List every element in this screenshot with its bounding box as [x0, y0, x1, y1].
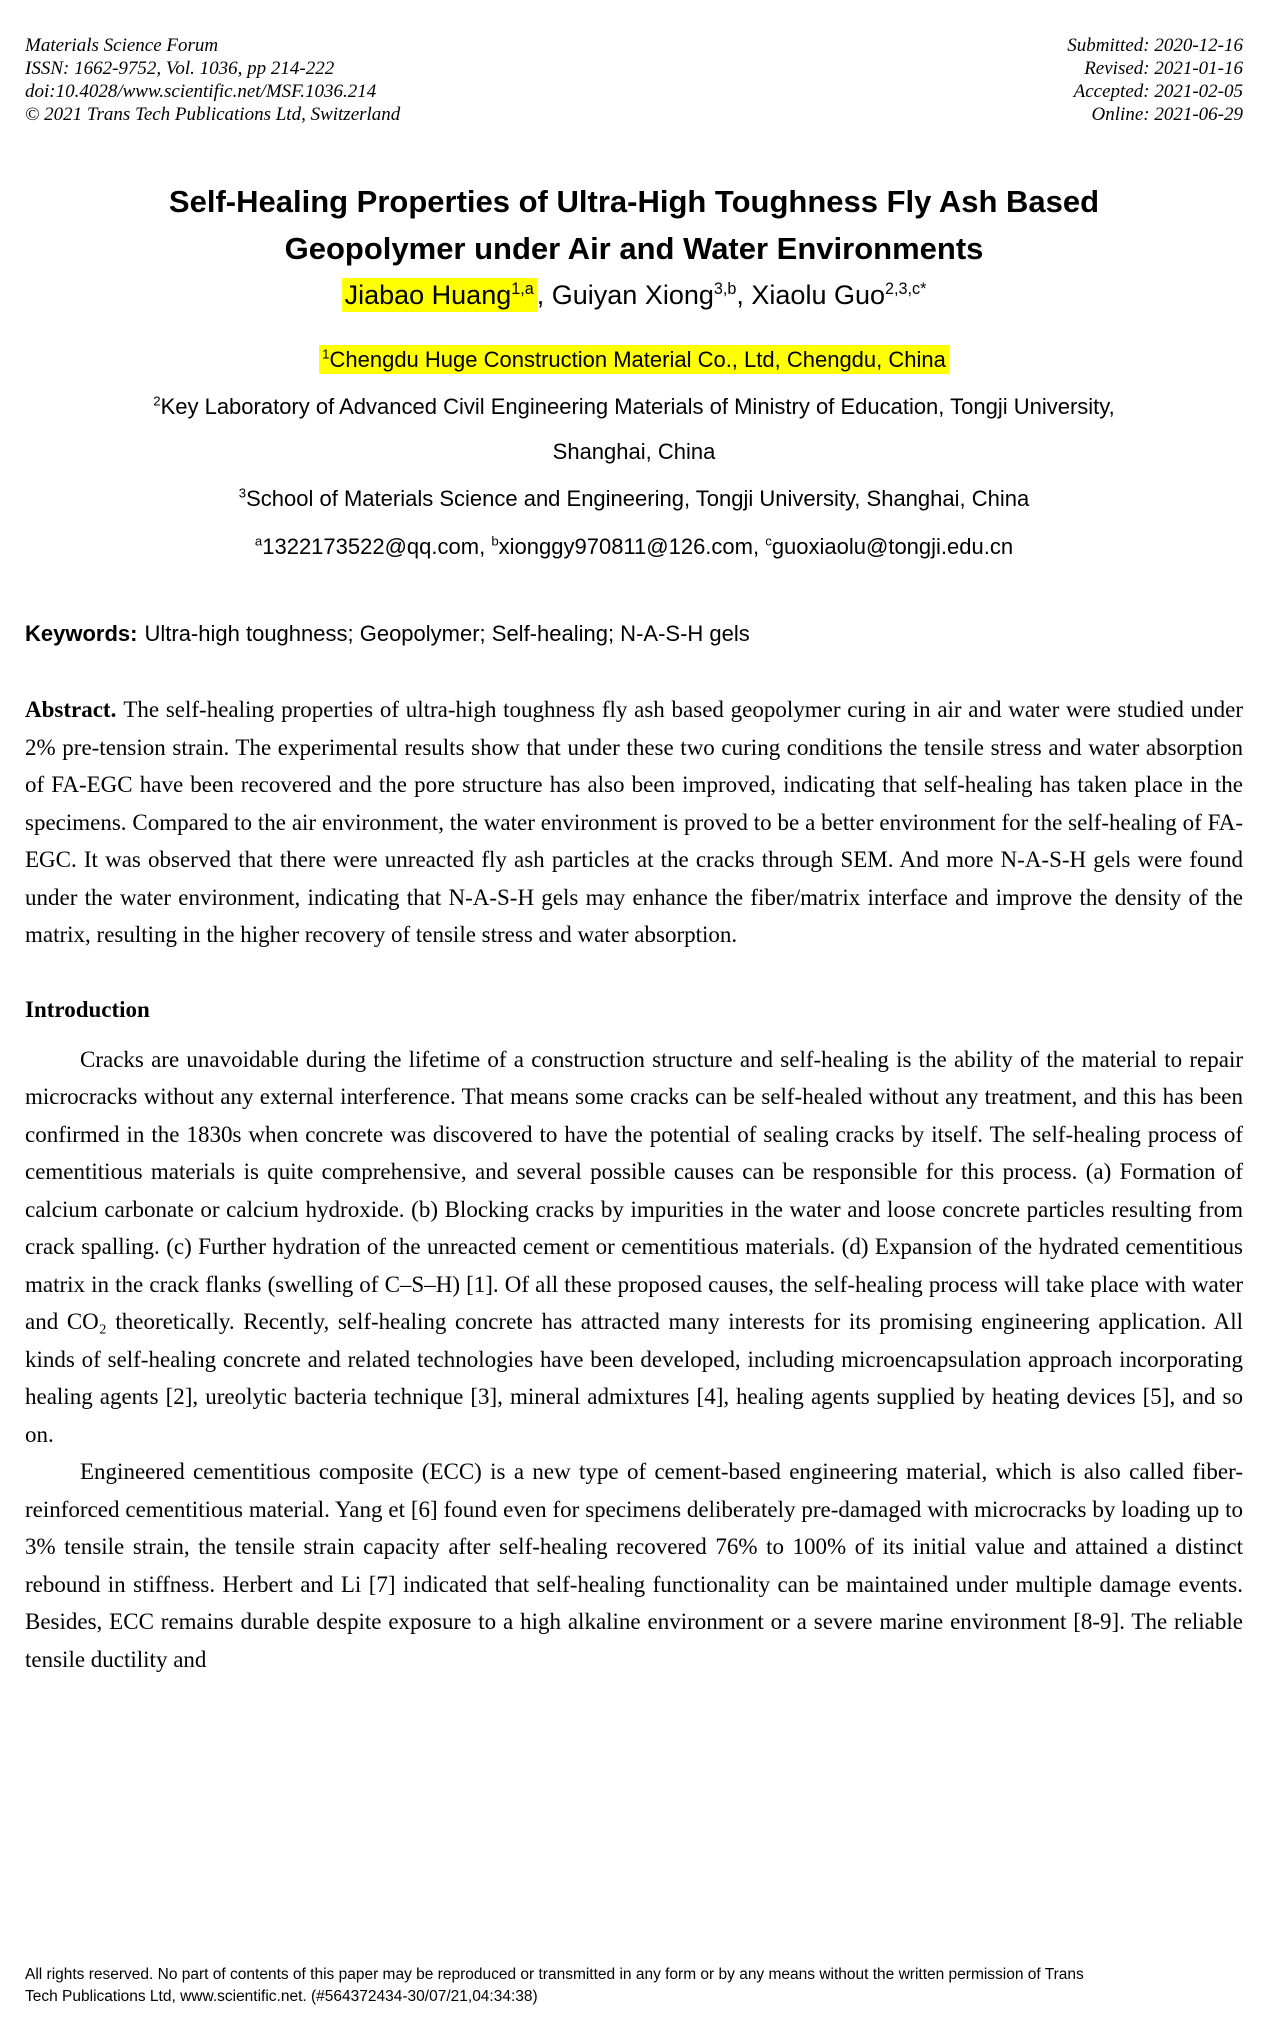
- introduction-paragraph-2: Engineered cementitious composite (ECC) is a new type of cement-based engineering material, which is also called fiber-reinforced cementitious material. Yang et [6] found even for specimens deliberately pre-damaged with microcracks by loading up to 3% tensile strain, the tensile strain capacity after self-healing recovered 76% to 100% of its initial value and attained a distinct rebound in stiffness. Herbert and Li [7] indicated that self-healing functionality can be maintained under multiple damage events. Besides, ECC remains durable despite exposure to a high alkaline environment or a severe marine environment [8-9]. The reliable tensile ductility and: [25, 1459, 1243, 1672]
- keywords-text: Ultra-high toughness; Geopolymer; Self-healing; N-A-S-H gels: [144, 621, 750, 646]
- email-superscript: c: [765, 533, 772, 549]
- author-name: Jiabao Huang: [344, 280, 512, 310]
- affiliation-superscript: 3: [238, 485, 247, 501]
- page-footer: [25, 1960, 1243, 2008]
- author-highlight: [342, 278, 537, 312]
- author-superscript: 1,a: [511, 280, 534, 298]
- email-2: [491, 534, 765, 559]
- affiliation-1: [25, 337, 1243, 382]
- author-superscript: 3,b: [713, 280, 737, 298]
- abstract-text: The self-healing properties of ultra-high toughness fly ash based geopolymer curing in air and water were studied under 2% pre-tension strain. The experimental results show that under these two curing conditions the tensile stress and water absorption of FA-EGC have been recovered and the pore structure has also been improved, indicating that self-healing has taken place in the specimens. Compared to the air environment, the water environment is proved to be a better environment for the self-healing of FA-EGC. It was observed that there were unreacted fly ash particles at the cracks through SEM. And more N-A-S-H gels were found under the water environment, indicating that N-A-S-H gels may enhance the fiber/matrix interface and improve the density of the matrix, resulting in the higher recovery of tensile stress and water absorption.: [25, 697, 1243, 947]
- affiliation-3: [25, 476, 1243, 521]
- accepted-date: Accepted: 2021-02-05: [1073, 81, 1243, 102]
- journal-info: [25, 34, 400, 126]
- affiliation-highlight: [319, 345, 949, 374]
- online-date: Online: 2021-06-29: [1091, 104, 1243, 125]
- affiliation-superscript: 2: [153, 393, 161, 409]
- affiliation-text: School of Materials Science and Engineering, Tongji University, Shanghai, China: [246, 486, 1030, 511]
- email-3: [765, 534, 1013, 559]
- author-separator: ,: [536, 280, 552, 310]
- keywords-label: Keywords:: [25, 621, 138, 646]
- journal-name: Materials Science Forum: [25, 35, 219, 56]
- introduction-paragraph-1: Cracks are unavoidable during the lifetime of a construction structure and self-healing is the ability of the material to repair microcracks without any external interference. That means some cracks can be self-healed without any treatment, and this has been confirmed in the 1830s when concrete was discovered to have the potential of sealing cracks by itself. The self-healing process of cementitious materials is quite comprehensive, and several possible causes can be responsible for this process. (a) Formation of calcium carbonate or calcium hydroxide. (b) Blocking cracks by impurities in the water and loose concrete particles resulting from crack spalling. (c) Further hydration of the unreacted cement or cementitious materials. (d) Expansion of the hydrated cementitious matrix in the crack flanks (swelling of C–S–H) [1]. Of all these proposed causes, the self-healing process will take place with water and CO₂ theoretically. Recently, self-healing concrete has attracted many interests for its promising engineering application. All kinds of self-healing concrete and related technologies have been developed, including microencapsulation approach incorporating healing agents [2], ureolytic bacteria technique [3], mineral admixtures [4], healing agents supplied by heating devices [5], and so on.: [25, 1046, 1243, 1447]
- email-address: xionggy970811@126.com: [498, 534, 753, 559]
- author-1: [342, 278, 552, 312]
- affiliation-text: Key Laboratory of Advanced Civil Engineering Materials of Ministry of Education, Tongji University,: [160, 394, 1115, 419]
- abstract-label: Abstract.: [25, 697, 117, 722]
- author-superscript: 2,3,c*: [885, 280, 927, 298]
- revised-date: Revised: 2021-01-16: [1084, 58, 1243, 79]
- affiliation-2: [25, 384, 1243, 474]
- abstract-paragraph: [25, 691, 1243, 954]
- author-2: [552, 280, 752, 310]
- header-meta: [25, 0, 1243, 126]
- keywords-line: [25, 619, 1243, 649]
- doi-line: doi:10.4028/www.scientific.net/MSF.1036.214: [25, 81, 377, 102]
- email-separator: ,: [479, 534, 492, 559]
- paper-title: [25, 178, 1243, 272]
- page-content: [25, 0, 1243, 1952]
- email-separator: ,: [752, 534, 766, 559]
- author-separator: ,: [736, 280, 752, 310]
- author-name: Xiaolu Guo: [751, 280, 885, 310]
- copyright-line: © 2021 Trans Tech Publications Ltd, Switzerland: [25, 104, 401, 125]
- author-name: Guiyan Xiong: [551, 280, 714, 310]
- email-address: guoxiaolu@tongji.edu.cn: [771, 534, 1014, 559]
- footer-line-2: Tech Publications Ltd, www.scientific.net. (#564372434-30/07/21,04:34:38): [25, 1988, 538, 2005]
- footer-line-1: All rights reserved. No part of contents of this paper may be reproduced or transmitted in any form or by any means without the written permission of Trans: [25, 1966, 1084, 1983]
- email-superscript: a: [254, 533, 263, 549]
- author-3: [751, 280, 926, 310]
- affiliation-text-line-2: Shanghai, China: [552, 439, 716, 464]
- email-line: [25, 524, 1243, 569]
- title-line-2: Geopolymer under Air and Water Environments: [284, 231, 984, 266]
- affiliation-list: [25, 337, 1243, 521]
- introduction-heading: Introduction: [25, 996, 150, 1022]
- affiliation-superscript: 1: [322, 346, 330, 362]
- affiliation-text: Chengdu Huge Construction Material Co., Ltd, Chengdu, China: [329, 347, 946, 372]
- author-line: [25, 275, 1243, 315]
- submission-dates: [1067, 34, 1243, 126]
- title-line-1: Self-Healing Properties of Ultra-High Toughness Fly Ash Based: [168, 184, 1100, 219]
- submitted-date: Submitted: 2020-12-16: [1067, 35, 1243, 56]
- issn-line: ISSN: 1662-9752, Vol. 1036, pp 214-222: [25, 58, 335, 79]
- email-address: 1322173522@qq.com: [262, 534, 480, 559]
- email-1: [255, 534, 491, 559]
- email-superscript: b: [491, 533, 499, 549]
